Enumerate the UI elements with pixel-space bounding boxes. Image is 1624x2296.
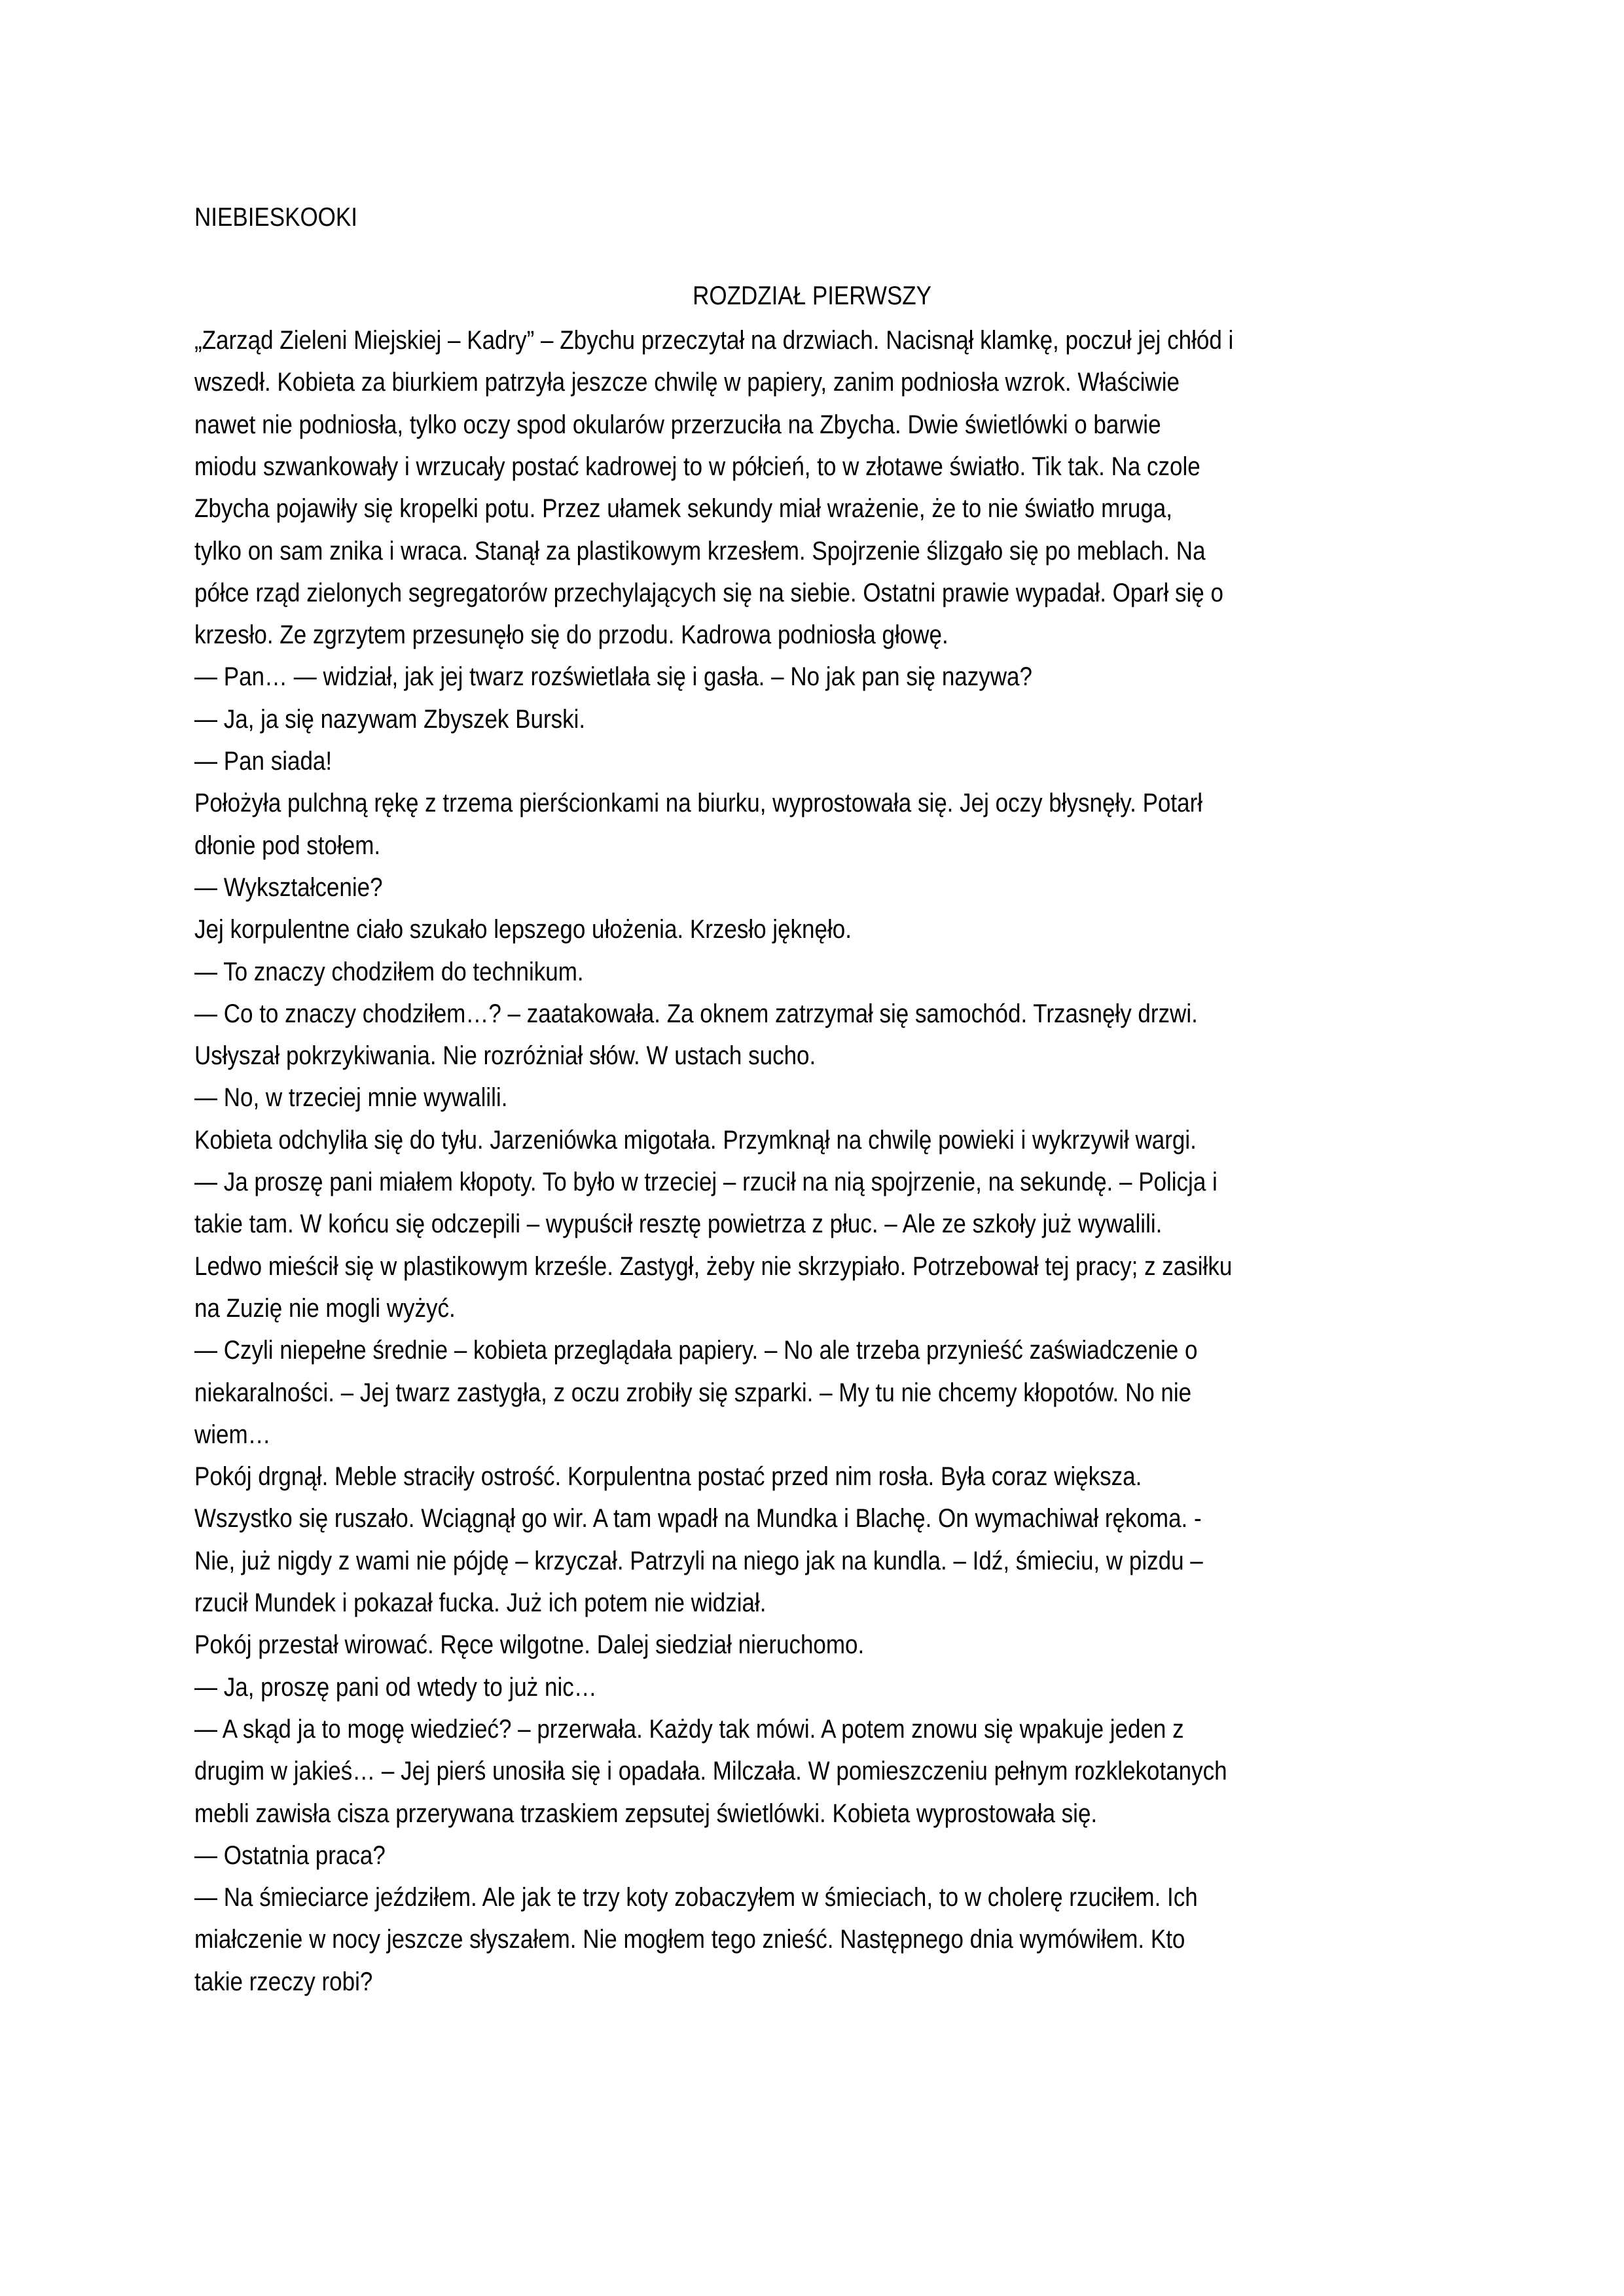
- text-line: półce rząd zielonych segregatorów przechylających się na siebie. Ostatni prawie wypadał. Oparł się o: [194, 578, 1223, 607]
- text-line: Ledwo mieścił się w plastikowym krześle. Zastygł, żeby nie skrzypiało. Potrzebował tej pracy; z zasiłku: [194, 1251, 1233, 1281]
- text-line: Kobieta odchyliła się do tyłu. Jarzeniówka migotała. Przymknął na chwilę powieki i wykrzywił wargi.: [194, 1125, 1197, 1155]
- text-line: Nie, już nigdy z wami nie pójdę – krzyczał. Patrzyli na niego jak na kundla. – Idź, śmieciu, w pizdu –: [194, 1546, 1203, 1575]
- document-title: NIEBIESKOOKI: [194, 203, 357, 232]
- text-line: na Zuzię nie mogli wyżyć.: [194, 1293, 456, 1323]
- text-line: drugim w jakieś… – Jej pierś unosiła się i opadała. Milczała. W pomieszczeniu pełnym rozklekotanych: [194, 1757, 1227, 1786]
- text-line: tylko on sam znika i wraca. Stanął za plastikowym krzesłem. Spojrzenie ślizgało się po meblach. Na: [194, 536, 1206, 565]
- text-line: nawet nie podniosła, tylko oczy spod okularów przerzuciła na Zbycha. Dwie świetlówki o barwie: [194, 410, 1161, 439]
- text-line: wszedł. Kobieta za biurkiem patrzyła jeszcze chwilę w papiery, zanim podniosła wzrok. Właściwie: [194, 368, 1180, 397]
- text-line: — Co to znaczy chodziłem…? – zaatakowała. Za oknem zatrzymał się samochód. Trzasnęły drzwi.: [194, 999, 1198, 1028]
- text-line: Położyła pulchną rękę z trzema pierścionkami na biurku, wyprostowała się. Jej oczy błysnęły. Potarł: [194, 789, 1203, 818]
- text-line: dłonie pod stołem.: [194, 831, 381, 860]
- text-line: miałczenie w nocy jeszcze słyszałem. Nie mogłem tego znieść. Następnego dnia wymówiłem. Kto: [194, 1925, 1185, 1954]
- text-line: Jej korpulentne ciało szukało lepszego ułożenia. Krzesło jęknęło.: [194, 915, 852, 944]
- text-line: — Ostatnia praca?: [194, 1840, 386, 1870]
- chapter-heading: ROZDZIAŁ PIERWSZY: [693, 281, 931, 310]
- text-line: — Ja, proszę pani od wtedy to już nic…: [194, 1672, 597, 1702]
- text-line: krzesło. Ze zgrzytem przesunęło się do przodu. Kadrowa podniosła głowę.: [194, 620, 948, 650]
- text-line: „Zarząd Zieleni Miejskiej – Kadry” – Zbychu przeczytał na drzwiach. Nacisnął klamkę, poczuł jej chłód i: [194, 326, 1234, 355]
- text-line: — To znaczy chodziłem do technikum.: [194, 957, 584, 986]
- text-line: rzucił Mundek i pokazał fucka. Już ich potem nie widział.: [194, 1588, 767, 1617]
- text-line: — Pan… — widział, jak jej twarz rozświetlała się i gasła. – No jak pan się nazywa?: [194, 662, 1032, 692]
- text-line: takie rzeczy robi?: [194, 1967, 373, 1996]
- text-line: Usłyszał pokrzykiwania. Nie rozróżniał słów. W ustach sucho.: [194, 1041, 816, 1071]
- text-line: — Czyli niepełne średnie – kobieta przeglądała papiery. – No ale trzeba przynieść zaświadczenie o: [194, 1336, 1198, 1365]
- text-line: — A skąd ja to mogę wiedzieć? – przerwała. Każdy tak mówi. A potem znowu się wpakuje jeden z: [194, 1714, 1184, 1744]
- text-line: wiem…: [194, 1420, 271, 1449]
- text-line: — Ja, ja się nazywam Zbyszek Burski.: [194, 704, 586, 734]
- text-line: — Wykształcenie?: [194, 872, 383, 902]
- text-line: Wszystko się ruszało. Wciągnął go wir. A tam wpadł na Mundka i Blachę. On wymachiwał rękoma. -: [194, 1504, 1202, 1534]
- text-line: Zbycha pojawiły się kropelki potu. Przez ułamek sekundy miał wrażenie, że to nie światło mruga,: [194, 494, 1172, 524]
- text-line: niekaralności. – Jej twarz zastygła, z oczu zrobiły się szparki. – My tu nie chcemy kłopotów. No nie: [194, 1378, 1192, 1407]
- text-line: Pokój przestał wirować. Ręce wilgotne. Dalej siedział nieruchomo.: [194, 1630, 865, 1660]
- text-line: takie tam. W końcu się odczepili – wypuścił resztę powietrza z płuc. – Ale ze szkoły już wywalili.: [194, 1210, 1163, 1239]
- text-line: mebli zawisła cisza przerywana trzaskiem zepsutej świetlówki. Kobieta wyprostowała się.: [194, 1799, 1098, 1828]
- text-line: — Pan siada!: [194, 747, 333, 776]
- text-line: — Ja proszę pani miałem kłopoty. To było w trzeciej – rzucił na nią spojrzenie, na sekundę. – Policja i: [194, 1168, 1218, 1196]
- text-line: — No, w trzeciej mnie wywalili.: [194, 1083, 508, 1113]
- text-line: — Na śmieciarce jeździłem. Ale jak te trzy koty zobaczyłem w śmieciach, to w cholerę rzuciłem. Ich: [194, 1883, 1198, 1912]
- text-line: miodu szwankowały i wrzucały postać kadrowej to w półcień, to w złotawe światło. Tik tak. Na czole: [194, 452, 1200, 481]
- text-line: Pokój drgnął. Meble straciły ostrość. Korpulentna postać przed nim rosła. Była coraz większa.: [194, 1462, 1142, 1492]
